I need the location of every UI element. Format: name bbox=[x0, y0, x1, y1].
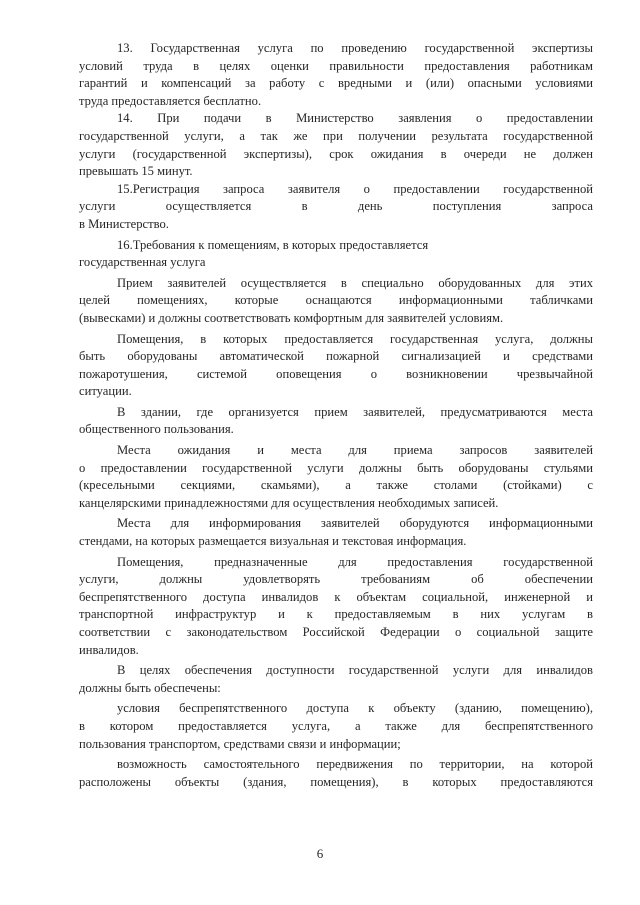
text-line: целей помещениях, которые оснащаются информационными табличками bbox=[79, 293, 593, 308]
text-line: Прием заявителей осуществляется в специально оборудованных для этих bbox=[117, 275, 593, 290]
text-line: соответствии с законодательством Российской Федерации о социальной защите bbox=[79, 625, 593, 639]
text-line: инвалидов. bbox=[79, 642, 139, 657]
paragraph bbox=[79, 181, 593, 234]
paragraph bbox=[79, 331, 593, 401]
paragraph bbox=[79, 756, 593, 791]
paragraph bbox=[79, 110, 593, 180]
text-line: условий труда в целях оценки правильности предоставления работникам bbox=[79, 58, 593, 73]
text-line: Помещения, в которых предоставляется государственная услуга, должны bbox=[117, 331, 593, 346]
text-line: канцелярскими принадлежностями для осуществления необходимых записей. bbox=[79, 495, 499, 510]
page-body bbox=[79, 40, 593, 791]
section-heading bbox=[79, 237, 593, 272]
text-line: превышать 15 минут. bbox=[79, 164, 193, 179]
paragraph bbox=[79, 515, 593, 550]
text-line: 16.Требования к помещениям, в которых предоставляется bbox=[117, 237, 429, 252]
paragraph bbox=[79, 404, 593, 439]
text-line: беспрепятственного доступа инвалидов к объектам социальной, инженерной и bbox=[79, 589, 593, 604]
text-line: государственной услуги, а так же при получении результата государственной bbox=[79, 128, 593, 143]
text-line: в котором предоставляется услуга, а также для беспрепятственного bbox=[79, 718, 593, 733]
paragraph bbox=[79, 275, 593, 328]
text-line: Помещения, предназначенные для предоставления государственной bbox=[117, 554, 593, 569]
text-line: услуги, должны удовлетворять требованиям об обеспечении bbox=[79, 572, 593, 587]
text-line: в Министерство. bbox=[79, 216, 169, 231]
text-line: общественного пользования. bbox=[79, 422, 234, 437]
text-line: государственная услуга bbox=[79, 255, 206, 270]
text-line: (вывесками) и должны соответствовать комфортным для заявителей условиям. bbox=[79, 310, 504, 325]
text-line: ситуации. bbox=[79, 384, 132, 399]
text-line: 13. Государственная услуга по проведению государственной экспертизы bbox=[117, 41, 593, 55]
paragraph bbox=[79, 662, 593, 697]
paragraph bbox=[79, 442, 593, 512]
paragraph bbox=[79, 40, 593, 110]
text-line: должны быть обеспечены: bbox=[79, 680, 221, 695]
paragraph bbox=[79, 554, 593, 660]
text-line: 15.Регистрация запроса заявителя о предоставлении государственной bbox=[117, 181, 593, 196]
text-line: 14. При подачи в Министерство заявления о предоставлении bbox=[117, 111, 593, 126]
text-line: транспортной инфраструктур и к предоставляемым в них услугам в bbox=[79, 607, 593, 622]
text-line: возможность самостоятельного передвижения по территории, на которой bbox=[117, 757, 593, 772]
page-number: 6 bbox=[316, 846, 324, 861]
text-line: В целях обеспечения доступности государственной услуги для инвалидов bbox=[117, 663, 593, 678]
text-line: труда предоставляется бесплатно. bbox=[79, 93, 262, 108]
text-line: быть оборудованы автоматической пожарной сигнализацией и средствами bbox=[79, 349, 593, 364]
text-line: Места для информирования заявителей оборудуются информационными bbox=[117, 516, 593, 531]
text-line: о предоставлении государственной услуги должны быть оборудованы стульями bbox=[79, 460, 593, 475]
text-line: гарантий и компенсаций за работу с вредными и (или) опасными условиями bbox=[79, 76, 593, 91]
text-line: расположены объекты (здания, помещения), в которых предоставляются bbox=[79, 774, 593, 789]
text-line: услуги (государственной экспертизы), срок ожидания в очереди не должен bbox=[79, 146, 593, 161]
paragraph bbox=[79, 700, 593, 753]
text-line: пожаротушения, системой оповещения о возникновении чрезвычайной bbox=[79, 366, 593, 381]
text-line: (кресельными секциями, скамьями), а также столами (стойками) с bbox=[79, 478, 593, 493]
text-line: стендами, на которых размещается визуальная и текстовая информация. bbox=[79, 534, 467, 549]
text-line: Места ожидания и места для приема запросов заявителей bbox=[117, 443, 593, 458]
text-line: условия беспрепятственного доступа к объекту (зданию, помещению), bbox=[117, 701, 593, 716]
text-line: услуги осуществляется в день поступления запроса bbox=[79, 199, 593, 214]
text-line: пользования транспортом, средствами связи и информации; bbox=[79, 736, 401, 751]
text-line: В здании, где организуется прием заявителей, предусматриваются места bbox=[117, 404, 593, 419]
